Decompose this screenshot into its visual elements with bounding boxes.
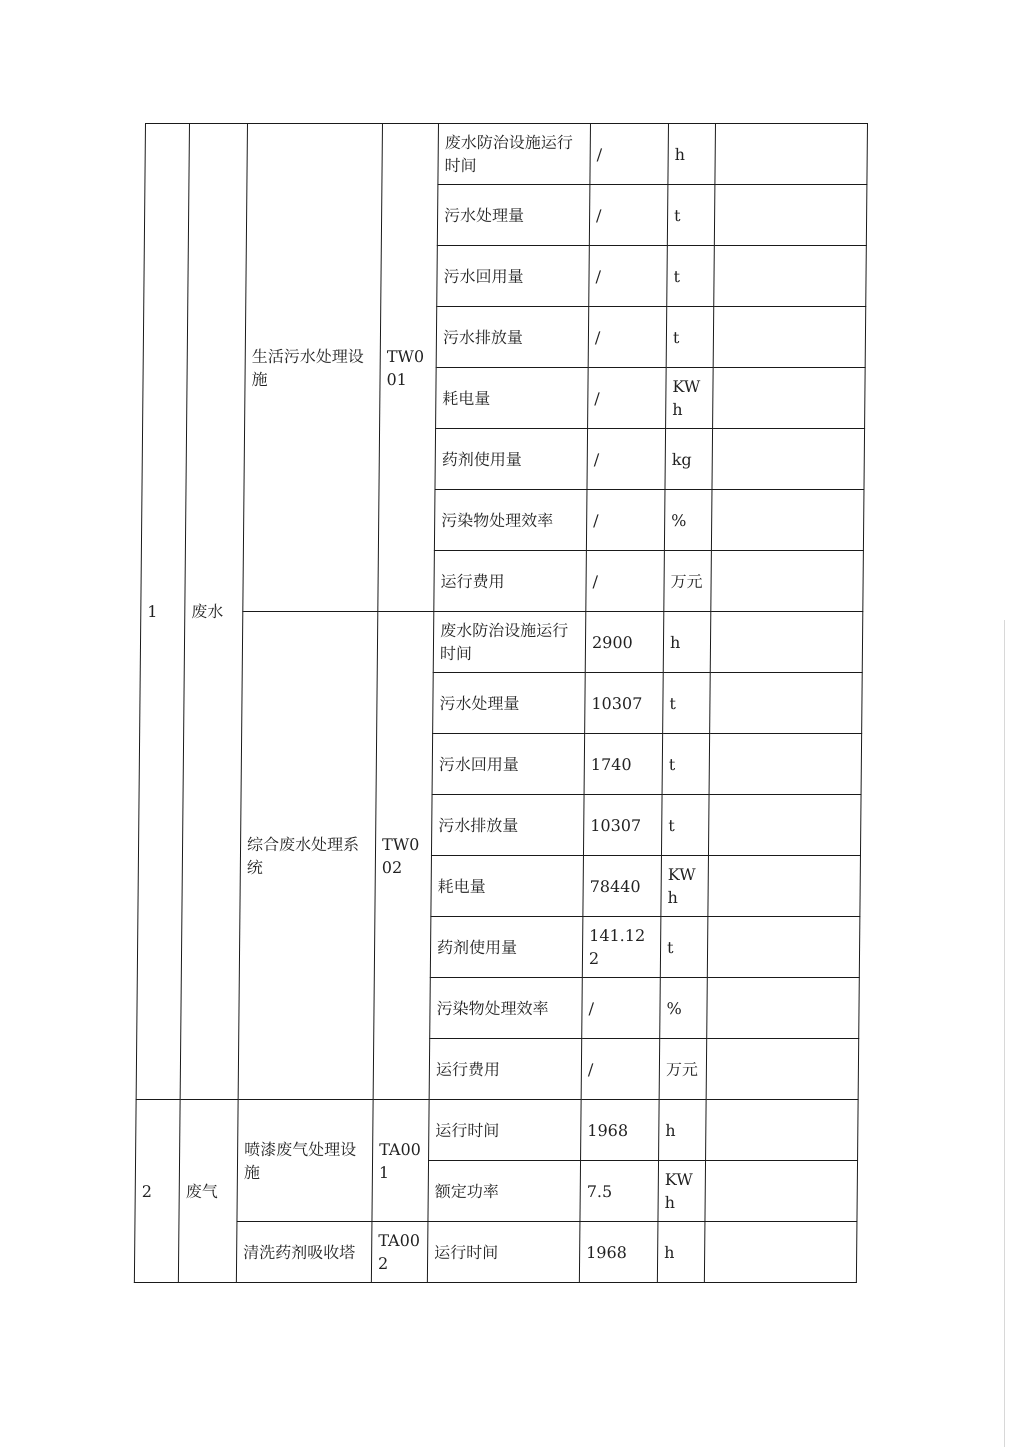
facility-name: 喷漆废气处理设施: [237, 1100, 373, 1222]
remark-cell: [713, 368, 866, 429]
metric-value: /: [586, 490, 665, 551]
metric-value: /: [588, 307, 667, 368]
metric-name: 药剂使用量: [430, 917, 583, 978]
metric-unit: %: [664, 490, 712, 551]
metric-name: 污染物处理效率: [430, 978, 583, 1039]
remark-cell: [706, 1039, 859, 1100]
metric-name: 运行费用: [429, 1039, 582, 1100]
metric-name: 耗电量: [436, 368, 589, 429]
metric-value: 78440: [583, 856, 662, 917]
metric-value: 1740: [584, 734, 663, 795]
metric-unit: t: [666, 307, 714, 368]
metric-unit: KWh: [658, 1161, 706, 1222]
metric-unit: h: [657, 1222, 705, 1283]
metric-unit: KWh: [666, 368, 714, 429]
metric-name: 额定功率: [428, 1161, 581, 1222]
metric-unit: t: [667, 185, 715, 246]
row-number: 1: [136, 124, 189, 1100]
metric-value: /: [587, 429, 666, 490]
metric-value: 1968: [579, 1222, 658, 1283]
remark-cell: [708, 795, 861, 856]
facility-code: TA002: [371, 1222, 428, 1283]
metric-value: 7.5: [580, 1161, 659, 1222]
metric-value: 1968: [581, 1100, 660, 1161]
metric-name: 药剂使用量: [435, 429, 588, 490]
remark-cell: [715, 124, 868, 185]
metric-name: 运行时间: [429, 1100, 582, 1161]
metric-unit: kg: [665, 429, 713, 490]
facility-name: 清洗药剂吸收塔: [236, 1222, 372, 1283]
category-label: 废水: [180, 124, 247, 1100]
metric-value: /: [588, 368, 667, 429]
remark-cell: [710, 673, 863, 734]
remark-cell: [712, 429, 865, 490]
remark-cell: [714, 246, 867, 307]
metric-name: 污水排放量: [436, 307, 589, 368]
metric-value: 2900: [585, 612, 664, 673]
table-row: [145, 124, 868, 185]
page-edge-line: [1004, 620, 1005, 1447]
remark-cell: [705, 1161, 858, 1222]
metric-unit: KWh: [661, 856, 709, 917]
metric-value: 10307: [585, 673, 664, 734]
metric-unit: t: [660, 917, 708, 978]
remark-cell: [714, 185, 867, 246]
metric-unit: t: [662, 734, 710, 795]
remark-cell: [706, 1100, 859, 1161]
table-row: [136, 1100, 859, 1161]
remark-cell: [704, 1222, 857, 1283]
metric-unit: %: [660, 978, 708, 1039]
remark-cell: [708, 856, 861, 917]
metric-unit: t: [667, 246, 715, 307]
metric-name: 耗电量: [431, 856, 584, 917]
facility-code: TW002: [373, 612, 434, 1100]
metric-value: /: [582, 978, 661, 1039]
metric-name: 污水回用量: [432, 734, 585, 795]
metric-unit: h: [668, 124, 716, 185]
metric-name: 运行费用: [434, 551, 587, 612]
facility-name: 生活污水处理设施: [243, 124, 383, 612]
metric-value: /: [586, 551, 665, 612]
metric-unit: 万元: [664, 551, 712, 612]
metric-unit: t: [661, 795, 709, 856]
remark-cell: [709, 734, 862, 795]
metric-value: /: [581, 1039, 660, 1100]
metric-unit: h: [659, 1100, 707, 1161]
facility-operation-table: [134, 123, 868, 1283]
metric-name: 污染物处理效率: [434, 490, 587, 551]
category-label: 废气: [178, 1100, 238, 1283]
metric-name: 污水回用量: [437, 246, 590, 307]
remark-cell: [711, 551, 864, 612]
metric-name: 污水处理量: [437, 185, 590, 246]
metric-name: 废水防治设施运行时间: [433, 612, 586, 673]
remark-cell: [713, 307, 866, 368]
metric-name: 运行时间: [427, 1222, 580, 1283]
table-row: [140, 612, 863, 673]
metric-unit: t: [663, 673, 711, 734]
remark-cell: [710, 612, 863, 673]
metric-name: 污水处理量: [433, 673, 586, 734]
remark-cell: [711, 490, 864, 551]
facility-code: TW001: [378, 124, 439, 612]
remark-cell: [707, 917, 860, 978]
metric-unit: 万元: [659, 1039, 707, 1100]
metric-value: /: [589, 246, 668, 307]
metric-value: 10307: [583, 795, 662, 856]
table-row: [134, 1222, 857, 1283]
metric-value: 141.122: [582, 917, 661, 978]
facility-code: TA001: [372, 1100, 429, 1222]
row-number: 2: [134, 1100, 180, 1283]
facility-name: 综合废水处理系统: [238, 612, 378, 1100]
remark-cell: [707, 978, 860, 1039]
metric-name: 废水防治设施运行时间: [438, 124, 591, 185]
metric-value: /: [589, 185, 668, 246]
metric-unit: h: [663, 612, 711, 673]
metric-value: /: [590, 124, 669, 185]
metric-name: 污水排放量: [431, 795, 584, 856]
